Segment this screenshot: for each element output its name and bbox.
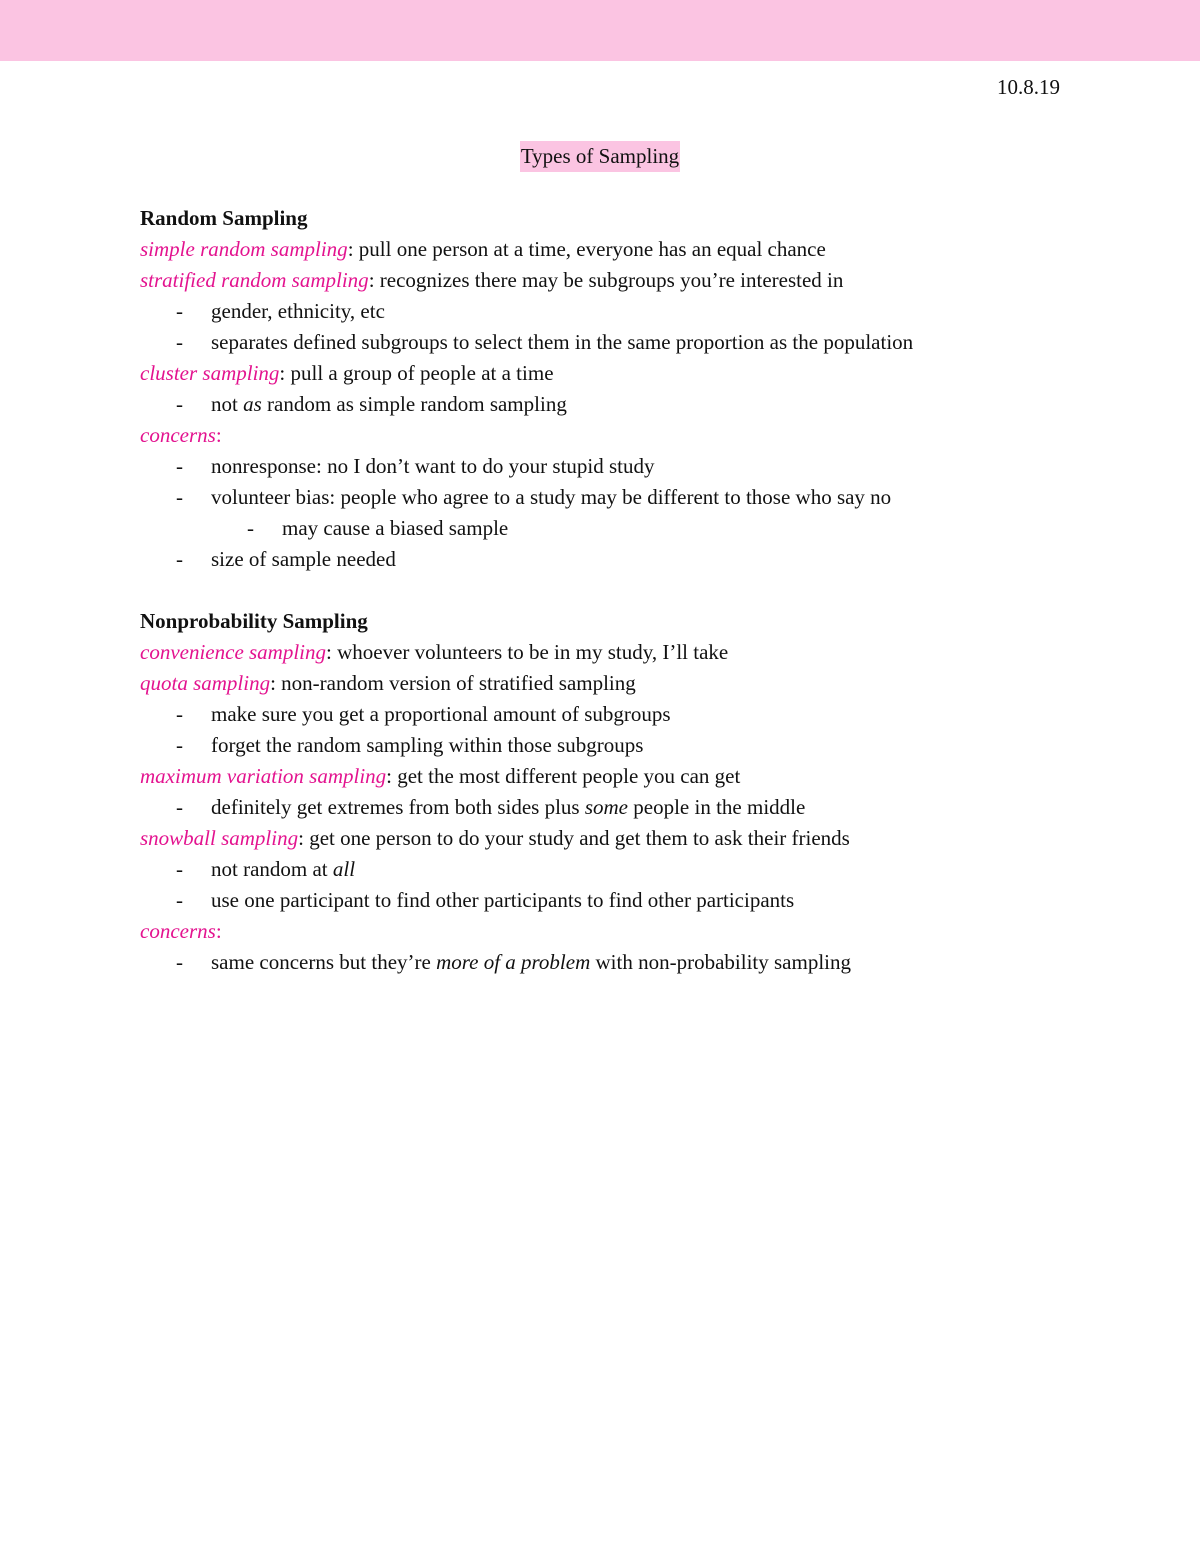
list-item-text: volunteer bias: people who agree to a study may be different to those who say no: [211, 485, 892, 509]
term-cluster: cluster sampling: [140, 361, 280, 385]
list-item-text: gender, ethnicity, etc: [211, 299, 385, 323]
list-item: [140, 327, 1070, 358]
list-item-text: size of sample needed: [211, 547, 396, 571]
section-heading-nonprobability: Nonprobability Sampling: [140, 609, 368, 633]
list-item-text: forget the random sampling within those subgroups: [211, 733, 644, 757]
emphasis: some: [584, 795, 629, 819]
notes-body: [140, 203, 1070, 978]
term-stratified: stratified random sampling: [140, 268, 369, 292]
emphasis: all: [332, 857, 356, 881]
list-item-text: nonresponse: no I don’t want to do your stupid study: [211, 454, 655, 478]
list-item-text: make sure you get a proportional amount of subgroups: [211, 702, 671, 726]
list-item: [140, 699, 1070, 730]
bullet-dash: -: [247, 516, 254, 540]
list-item-text: may cause a biased sample: [282, 516, 509, 540]
term-simple-random: simple random sampling: [140, 237, 348, 261]
bullet-dash: -: [176, 857, 183, 881]
spacer: [140, 575, 1070, 606]
definition-cluster: [140, 358, 1070, 389]
bullet-dash: -: [176, 888, 183, 912]
bullet-dash: -: [176, 795, 183, 819]
top-banner: [0, 0, 1200, 61]
concerns-nonprobability: [140, 916, 1070, 947]
list-item: [140, 730, 1070, 761]
title-wrap: [0, 141, 1200, 172]
emphasis: as: [243, 392, 262, 416]
bullet-dash: -: [176, 702, 183, 726]
list-item-text: use one participant to find other participants to find other participants: [211, 888, 795, 912]
list-item: [140, 854, 1070, 885]
bullet-dash: -: [176, 950, 183, 974]
list-item: [140, 885, 1070, 916]
list-item: [140, 544, 1070, 575]
list-item: [140, 389, 1070, 420]
list-item: [140, 947, 1070, 978]
list-item: [140, 792, 1070, 823]
list-item-text: same concerns but they’re more of a problem with non-probability sampling: [211, 950, 851, 974]
bullet-dash: -: [176, 485, 183, 509]
list-item-text: not as random as simple random sampling: [211, 392, 567, 416]
definition-text: : get one person to do your study and get them to ask their friends: [298, 826, 850, 850]
list-item-text: separates defined subgroups to select them in the same proportion as the population: [211, 330, 914, 354]
section-heading-random: Random Sampling: [140, 206, 308, 230]
list-item: [140, 296, 1070, 327]
term-snowball: snowball sampling: [140, 826, 299, 850]
date: 10.8.19: [997, 75, 1060, 99]
list-item: [140, 451, 1070, 482]
definition-stratified: [140, 265, 1070, 296]
bullet-dash: -: [176, 330, 183, 354]
bullet-dash: -: [176, 547, 183, 571]
definition-maximum-variation: [140, 761, 1070, 792]
emphasis: more of a problem: [436, 950, 591, 974]
definition-simple-random: [140, 234, 1070, 265]
definition-quota: [140, 668, 1070, 699]
term-quota: quota sampling: [140, 671, 271, 695]
bullet-dash: -: [176, 733, 183, 757]
definition-text: : whoever volunteers to be in my study, I’ll take: [326, 640, 729, 664]
term-concerns: concerns: [140, 423, 216, 447]
definition-text: : pull one person at a time, everyone has an equal chance: [347, 237, 826, 261]
bullet-dash: -: [176, 454, 183, 478]
list-item-nested: [140, 513, 1070, 544]
definition-snowball: [140, 823, 1070, 854]
term-convenience: convenience sampling: [140, 640, 327, 664]
definition-convenience: [140, 637, 1070, 668]
bullet-dash: -: [176, 392, 183, 416]
term-concerns: concerns: [140, 919, 216, 943]
definition-text: : recognizes there may be subgroups you’re interested in: [368, 268, 844, 292]
list-item-text: not random at all: [211, 857, 356, 881]
page-title: Types of Sampling: [520, 141, 680, 172]
concerns-random: [140, 420, 1070, 451]
bullet-dash: -: [176, 299, 183, 323]
definition-text: : get the most different people you can get: [386, 764, 741, 788]
list-item-text: definitely get extremes from both sides plus some people in the middle: [211, 795, 806, 819]
list-item: [140, 482, 1070, 513]
definition-text: : pull a group of people at a time: [279, 361, 554, 385]
definition-text: : non-random version of stratified sampling: [270, 671, 636, 695]
colon: :: [215, 423, 222, 447]
term-maximum-variation: maximum variation sampling: [140, 764, 387, 788]
colon: :: [215, 919, 222, 943]
